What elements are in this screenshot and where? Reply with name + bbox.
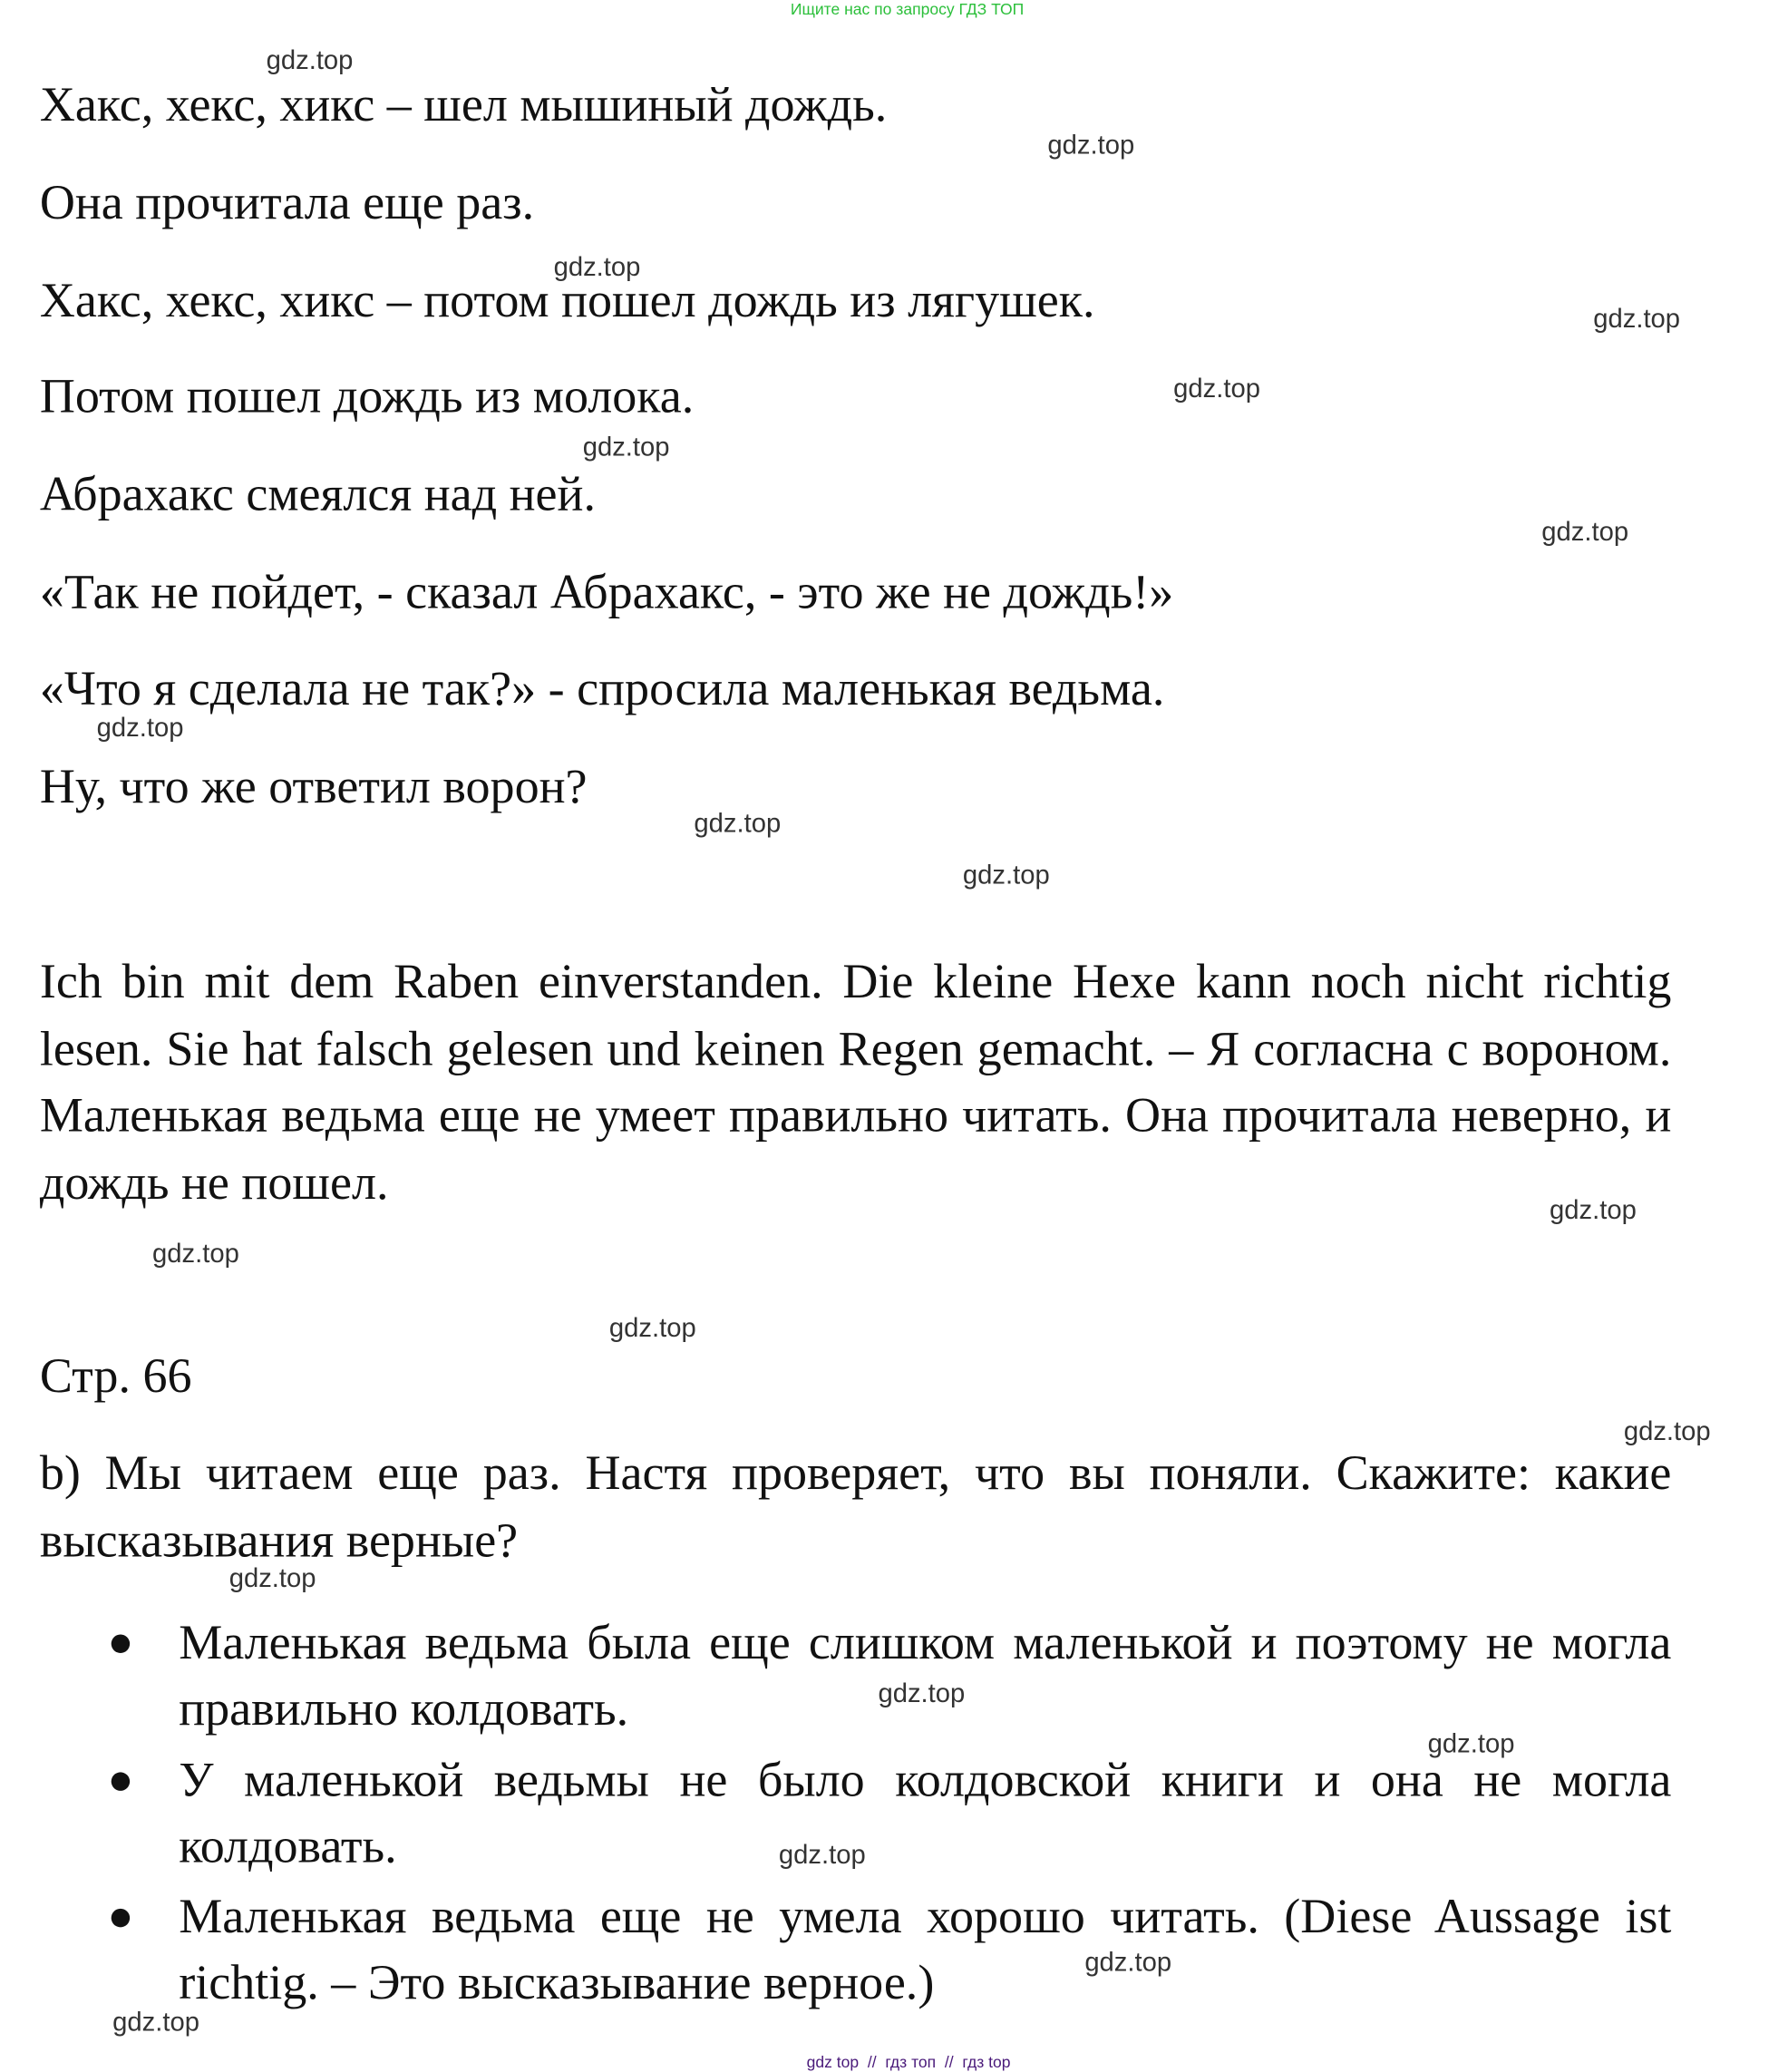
watermark: gdz.top — [96, 714, 184, 744]
text-line: Абрахакс смеялся над ней. — [39, 467, 596, 522]
text-line: Хакс, хекс, хикс – шел мышиный дождь. — [39, 78, 888, 133]
watermark: gdz.top — [1047, 131, 1135, 161]
watermark: gdz.top — [1084, 1948, 1172, 1978]
watermark: gdz.top — [112, 2008, 199, 2038]
bullet-icon — [112, 1635, 130, 1653]
list-item: Маленькая ведьма была еще слишком маленькой и поэтому не могла правильно колдовать. — [179, 1616, 1672, 1736]
text-line: Она прочитала еще раз. — [39, 176, 535, 231]
watermark: gdz.top — [151, 1240, 239, 1269]
list-item: Маленькая ведьма еще не умела хорошо читать. (Diese Aussage ist richtig. – Это высказывание верное.) — [179, 1890, 1672, 2011]
watermark: gdz.top — [228, 1564, 316, 1594]
text-line: Потом пошел дождь из молока. — [39, 369, 695, 424]
text-line: Хакс, хекс, хикс – потом пошел дождь из лягушек. — [39, 274, 1095, 329]
watermark: gdz.top — [582, 433, 670, 462]
watermark: gdz.top — [1593, 304, 1681, 335]
watermark: gdz.top — [778, 1841, 866, 1871]
watermark: gdz.top — [608, 1314, 696, 1344]
watermark: gdz.top — [694, 809, 782, 839]
watermark: gdz.top — [1550, 1196, 1637, 1226]
footer-banner: gdz top // гдз топ // гдз top — [806, 2053, 1011, 2072]
text-line: «Так не пойдет, - сказал Абрахакс, - это же не дождь!» — [39, 565, 1174, 620]
watermark: gdz.top — [1427, 1729, 1515, 1759]
watermark: gdz.top — [878, 1679, 966, 1709]
watermark: gdz.top — [266, 46, 354, 76]
watermark: gdz.top — [553, 252, 641, 283]
answer-paragraph: Ich bin mit dem Raben einverstanden. Die kleine Hexe kann noch nicht richtig lesen. Sie hat falsch gelesen und keinen Regen gemacht. – Я согласна с вороном. Маленькая ведьма еще не умеет правильно читать. Она прочитала неверно, и дождь не пошел. — [39, 955, 1672, 1211]
watermark: gdz.top — [1623, 1416, 1711, 1447]
task-paragraph: b) Мы читаем еще раз. Настя проверяет, что вы поняли. Скажите: какие высказывания верные? — [39, 1446, 1672, 1568]
page-label: Стр. 66 — [39, 1349, 192, 1405]
bullet-icon — [112, 1772, 130, 1790]
watermark: gdz.top — [962, 861, 1050, 890]
bullet-icon — [112, 1909, 130, 1927]
list-item: У маленькой ведьмы не было колдовской книги и она не могла колдовать. — [179, 1753, 1672, 1874]
header-banner: Ищите нас по запросу ГДЗ ТОП — [790, 0, 1025, 19]
text-line: «Что я сделала не так?» - спросила маленькая ведьма. — [39, 662, 1165, 717]
watermark: gdz.top — [1541, 518, 1629, 548]
text-line: Ну, что же ответил ворон? — [39, 760, 588, 815]
watermark: gdz.top — [1173, 375, 1261, 404]
